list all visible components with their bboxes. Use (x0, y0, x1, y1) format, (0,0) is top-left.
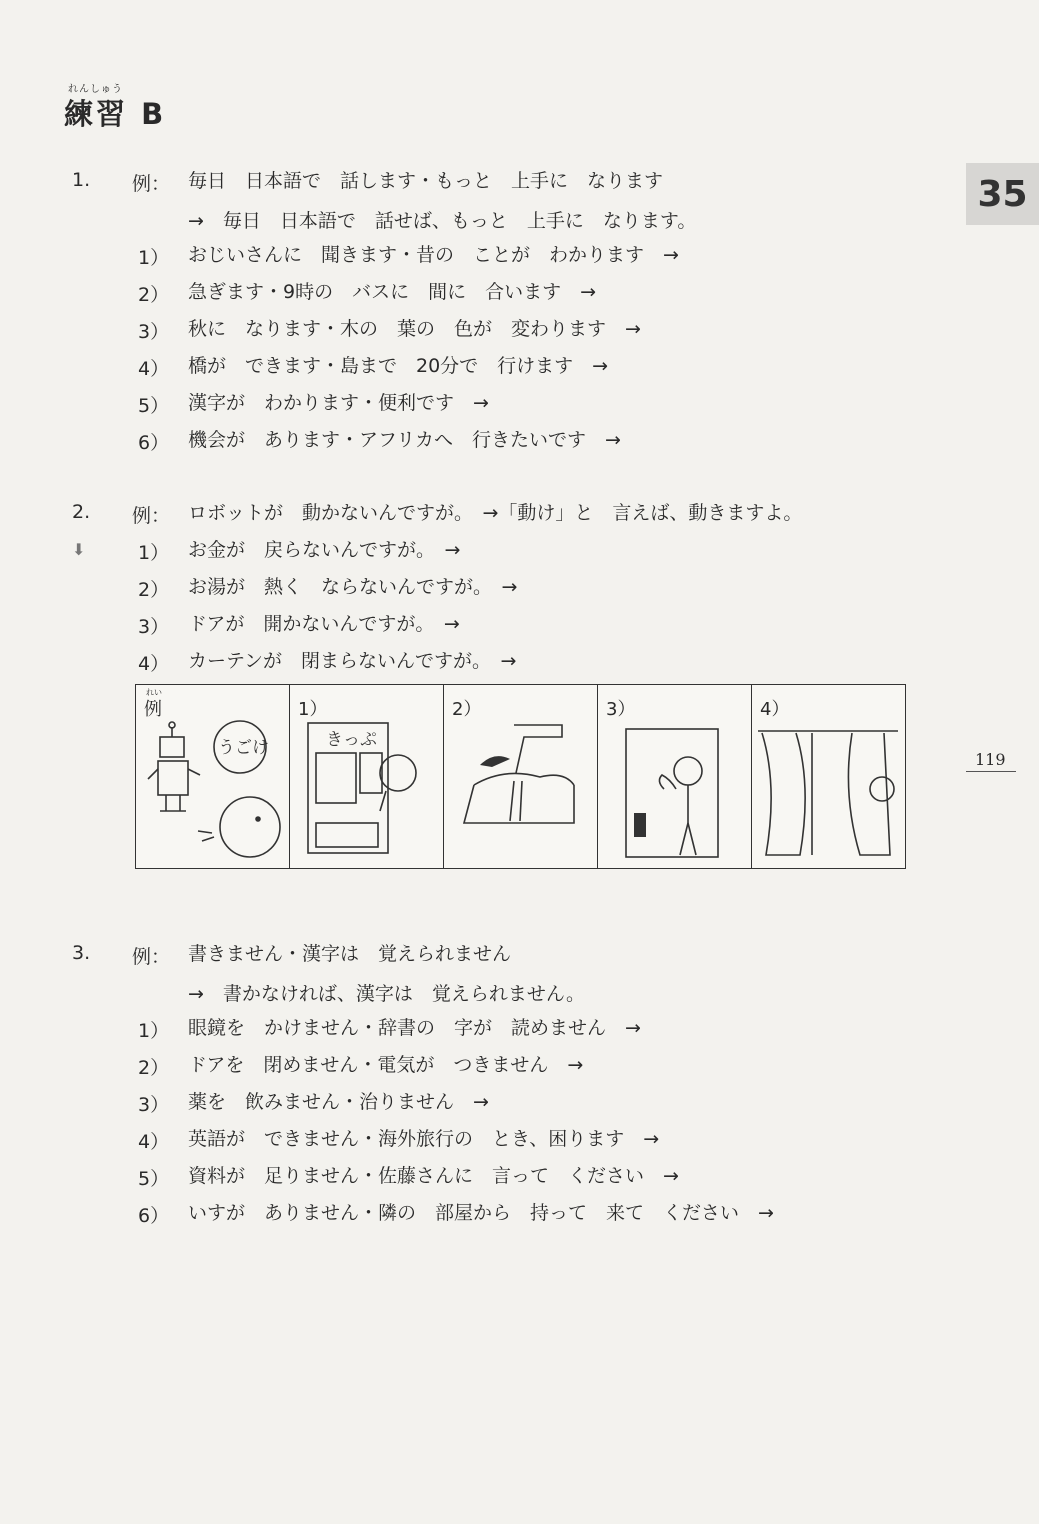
pic-label: 2） (452, 699, 482, 720)
ticket-machine-drawing (290, 685, 443, 868)
exercise-number: 1. (72, 169, 91, 191)
item-text: 漢字が わかります・便利です → (188, 392, 489, 414)
item-number: 4） (138, 653, 170, 675)
item-number: 3） (138, 1094, 170, 1116)
robot-drawing (136, 685, 289, 868)
illustration-ticket-machine (290, 685, 444, 868)
pic-label: 3） (606, 699, 636, 720)
illustration-curtain (752, 685, 905, 868)
item-text: いすが ありません・隣の 部屋から 持って 来て ください → (188, 1202, 774, 1224)
door-drawing (598, 685, 751, 868)
item-text: 薬を 飲みません・治りません → (188, 1091, 489, 1113)
exercise-number: 2. (72, 501, 91, 523)
example-answer: → 毎日 日本語で 話せば、もっと 上手に なります。 (188, 210, 697, 232)
item-number: 3） (138, 321, 170, 343)
item-number: 4） (138, 1131, 170, 1153)
pic-ruby: れい (146, 688, 162, 697)
item-number: 1） (138, 542, 170, 564)
down-arrow-icon: ⬇ (72, 540, 86, 559)
item-number: 2） (138, 1057, 170, 1079)
example-label: 例： (132, 505, 171, 527)
item-text: 眼鏡を かけません・辞書の 字が 読めません → (188, 1017, 641, 1039)
item-number: 2） (138, 579, 170, 601)
item-text: お金が 戻らないんですが。 → (188, 539, 461, 561)
item-number: 2） (138, 284, 170, 306)
item-text: 橋が できます・島まで 20分で 行けます → (188, 355, 609, 377)
page-number: 119 (975, 750, 1006, 769)
page-title: 練習 B (64, 97, 167, 131)
exercise-number: 3. (72, 942, 91, 964)
item-text: 英語が できません・海外旅行の とき、困ります → (188, 1128, 660, 1150)
item-number: 6） (138, 1205, 170, 1227)
item-text: 急ぎます・9時の バスに 間に 合います → (188, 281, 597, 303)
item-text: ドアが 開かないんですが。 → (188, 613, 460, 635)
pic-label: 例 (144, 699, 162, 720)
faucet-drawing (444, 685, 597, 868)
item-text: カーテンが 閉まらないんですが。 → (188, 650, 517, 672)
sign-text: きっぷ (326, 730, 377, 750)
chapter-tab: 35 (966, 163, 1039, 225)
item-text: ドアを 閉めません・電気が つきません → (188, 1054, 584, 1076)
item-number: 5） (138, 395, 170, 417)
example-text: 毎日 日本語で 話します・もっと 上手に なります (188, 170, 664, 192)
example-answer: → 書かなければ、漢字は 覚えられません。 (188, 983, 586, 1005)
illustration-door (598, 685, 752, 868)
pic-label: 4） (760, 699, 790, 720)
example-text: ロボットが 動かないんですが。 →「動け」と 言えば、動きますよ。 (188, 502, 803, 524)
example-label: 例： (132, 173, 171, 195)
curtain-drawing (752, 685, 905, 868)
item-text: 資料が 足りません・佐藤さんに 言って ください → (188, 1165, 679, 1187)
example-label: 例： (132, 946, 171, 968)
title-ruby: れんしゅう (68, 84, 123, 95)
item-number: 4） (138, 358, 170, 380)
item-text: お湯が 熱く ならないんですが。 → (188, 576, 518, 598)
illustration-faucet (444, 685, 598, 868)
illustration-strip (135, 684, 906, 869)
item-number: 6） (138, 432, 170, 454)
item-number: 1） (138, 247, 170, 269)
item-text: 秋に なります・木の 葉の 色が 変わります → (188, 318, 641, 340)
illustration-example-robot (136, 685, 290, 868)
item-number: 5） (138, 1168, 170, 1190)
item-number: 1） (138, 1020, 170, 1042)
example-text: 書きません・漢字は 覚えられません (188, 943, 512, 965)
item-text: 機会が あります・アフリカへ 行きたいです → (188, 429, 621, 451)
page-number-rule (966, 771, 1016, 772)
item-text: おじいさんに 聞きます・昔の ことが わかります → (188, 244, 679, 266)
pic-label: 1） (298, 699, 328, 720)
speech-text: うごけ (218, 738, 269, 758)
item-number: 3） (138, 616, 170, 638)
